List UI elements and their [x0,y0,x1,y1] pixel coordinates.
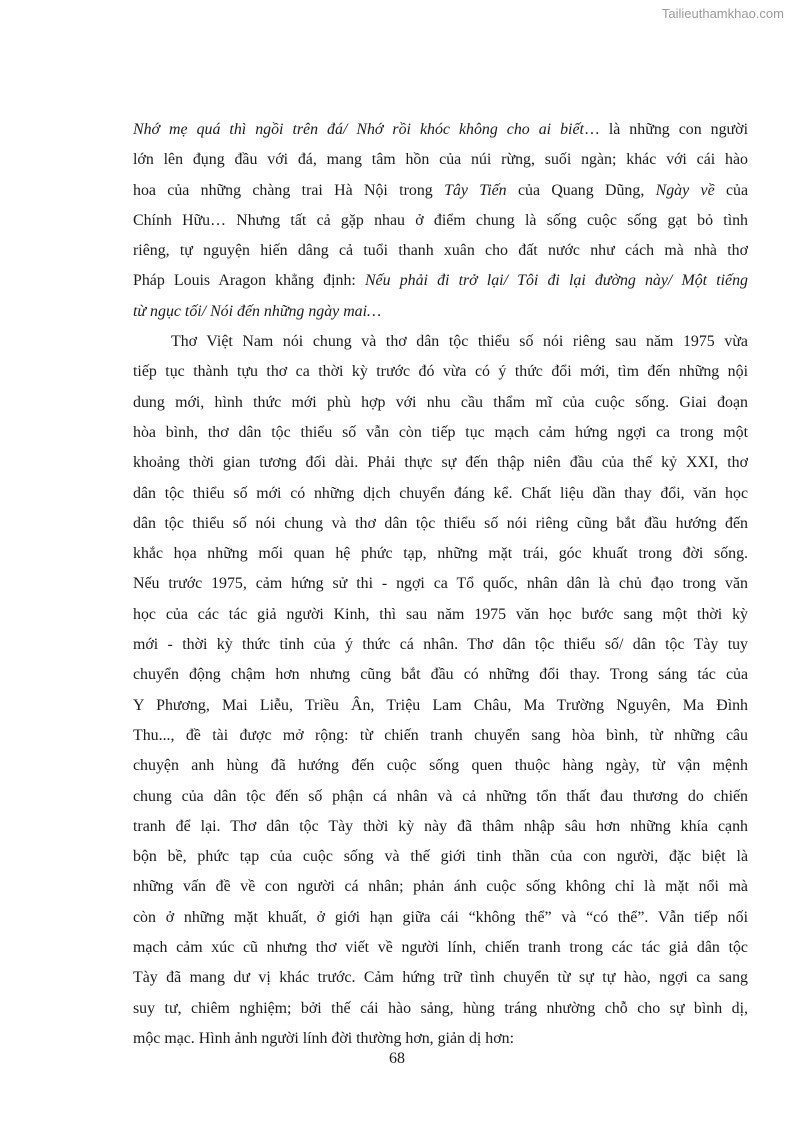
italic-quote: Tây Tiến [444,181,507,199]
text-run: tiếp tục thành tựu thơ ca thời kỳ trước đó vừa có ý thức đổi mới, tìm đến những nội [133,363,748,381]
text-run: dân tộc thiểu số mới có những dịch chuyển đáng kể. Chất liệu dần thay đổi, văn học [133,484,748,502]
text-line [133,691,748,721]
text-run: khoảng thời gian tương đối dài. Phải thực sự đến thập niên đầu của thế kỷ XXI, thơ [133,454,748,472]
text-line [133,206,748,236]
text-run: Nếu trước 1975, cảm hứng sử thi - ngợi ca Tổ quốc, nhân dân là chủ đạo trong văn [133,575,748,593]
italic-quote: Ngày về [655,181,715,199]
text-run: còn ở những mặt khuất, ở giới hạn giữa cái “không thể” và “có thể”. Vẫn tiếp nối [133,908,748,926]
text-line [133,448,748,478]
text-line [133,145,748,175]
text-line [133,418,748,448]
text-run: Thu..., đề tài được mở rộng: từ chiến tranh chuyển sang hòa bình, từ những câu [133,726,748,744]
text-line [133,903,748,933]
text-line [133,539,748,569]
page-number: 68 [389,1050,405,1067]
text-run: chuyển động chậm hơn nhưng cũng bắt đầu có những đổi thay. Trong sáng tác của [133,666,748,684]
text-line [133,600,748,630]
text-run: dung mới, hình thức mới phù hợp với nhu cầu thẩm mĩ của cuộc sống. Giai đoạn [133,393,748,411]
text-run: mộc mạc. Hình ảnh người lính đời thường hơn, giản dị hơn: [133,1029,514,1047]
text-line [133,297,748,327]
text-line [133,357,748,387]
text-run: Pháp Louis Aragon khẳng định: [133,272,365,290]
text-run: Thơ Việt Nam nói chung và thơ dân tộc thiểu số nói riêng sau năm 1975 vừa [171,333,748,351]
text-line [133,933,748,963]
text-run: dân tộc thiểu số nói chung và thơ dân tộc thiểu số nói riêng cũng bắt đầu hướng đến [133,514,748,532]
text-line [133,842,748,872]
watermark: Tailieuthamkhao.com [661,6,784,21]
text-line [133,782,748,812]
text-line [133,479,748,509]
text-line [133,751,748,781]
text-line [133,994,748,1024]
text-run: của [714,181,748,199]
text-run: Chính Hữu… Nhưng tất cả gặp nhau ở điểm chung là sống cuộc sống gạt bỏ tình [133,211,748,229]
text-line [133,236,748,266]
text-run: của Quang Dũng, [506,181,656,199]
text-line [133,266,748,296]
text-line [133,630,748,660]
text-run: tranh để lại. Thơ dân tộc Tày thời kỳ này đã thâm nhập sâu hơn những khía cạnh [133,817,748,835]
text-run: riêng, tự nguyện hiến dâng cả tuổi thanh xuân cho đất nước như cách mà nhà thơ [133,242,748,260]
text-run: hòa bình, thơ dân tộc thiểu số vẫn còn tiếp tục mạch cảm hứng ngợi ca trong một [133,423,748,441]
text-run: những vấn đề về con người cá nhân; phản ánh cuộc sống không chỉ là mặt nổi mà [133,878,748,896]
text-run: chuyện anh hùng đã hướng đến cuộc sống quen thuộc hàng ngày, từ vận mệnh [133,757,748,775]
text-run: bộn bề, phức tạp của cuộc sống và thế giới tinh thần của con người, đặc biệt là [133,848,748,866]
text-line [133,660,748,690]
text-run: … là những con người [583,121,748,138]
text-run: học của các tác giả người Kinh, thì sau năm 1975 văn học bước sang một thời kỳ [133,605,748,623]
text-run: suy tư, chiêm nghiệm; bởi thế cái hào sảng, hùng tráng nhường chỗ cho sự bình dị, [133,999,748,1017]
text-run: hoa của những chàng trai Hà Nội trong [133,181,445,199]
text-run: chung của dân tộc đến số phận cá nhân và cả những tổn thất đau thương do chiến [133,787,748,805]
text-line [133,963,748,993]
italic-quote: Nhớ mẹ quá thì ngồi trên đá/ Nhớ rồi khóc không cho ai biết [133,121,584,138]
text-run: mới - thời kỳ thức tỉnh của ý thức cá nhân. Thơ dân tộc thiểu số/ dân tộc Tày tuy [133,636,748,654]
text-line [133,721,748,751]
text-line [133,509,748,539]
text-line [133,176,748,206]
text-line [133,872,748,902]
text-line [133,327,748,357]
text-run: lớn lên đụng đầu với đá, mang tâm hồn của núi rừng, suối ngàn; khác với cái hào [133,151,748,169]
text-line [133,115,748,145]
text-run: khắc họa những mối quan hệ phức tạp, những mặt trái, góc khuất trong đời sống. [133,545,748,563]
italic-quote: Nếu phải đi trở lại/ Tôi đi lại đường này/ Một tiếng [364,272,748,290]
text-line [133,569,748,599]
text-line [133,812,748,842]
text-run: mạch cảm xúc cũ nhưng thơ viết về người lính, chiến tranh trong các tác giả dân tộc [133,939,748,957]
page-body [133,115,748,1054]
text-line [133,388,748,418]
italic-quote: từ ngục tối/ Nói đến những ngày mai… [133,302,382,320]
text-run: Tày đã mang dư vị khác trước. Cảm hứng trữ tình chuyển từ sự tự hào, ngợi ca sang [133,969,748,987]
text-run: Y Phương, Mai Liễu, Triều Ân, Triệu Lam Châu, Ma Trường Nguyên, Ma Đình [133,696,748,714]
